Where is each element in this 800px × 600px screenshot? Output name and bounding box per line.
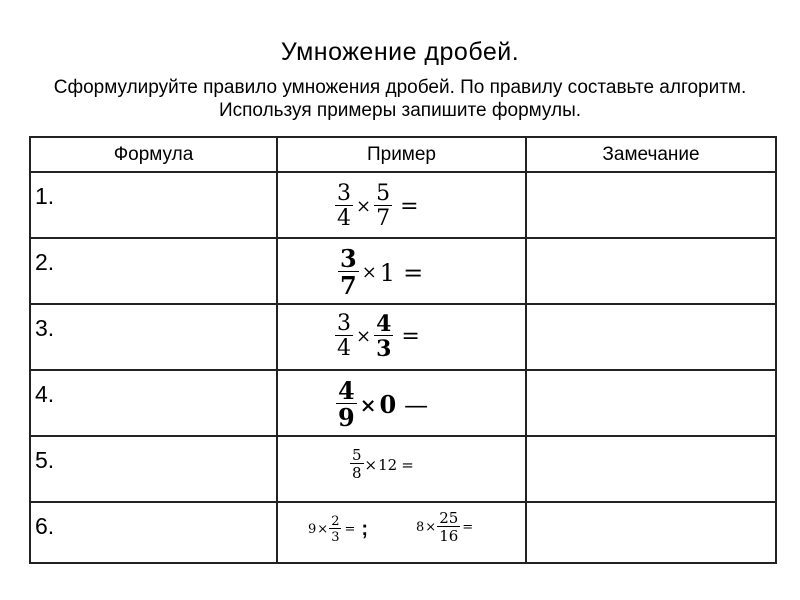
example-cell: [277, 370, 526, 436]
whole-number: 12: [378, 455, 398, 474]
example-expression: [335, 313, 423, 360]
remark-cell: [526, 172, 776, 238]
numerator: 2: [331, 514, 340, 529]
task-instructions: Сформулируйте правило умножения дробей. По правилу составьте алгоритм. Используя примеры запишите формулы.: [53, 77, 747, 121]
remark-cell: [526, 502, 776, 563]
numerator: 3: [340, 244, 357, 273]
example-expression-a: [308, 515, 368, 544]
page-title: Умножение дробей.: [280, 38, 520, 66]
header-remark: Замечание: [526, 137, 776, 172]
multiply-sign: ×: [356, 326, 372, 347]
example-cell: [277, 238, 526, 304]
denominator: 7: [376, 206, 391, 231]
example-cell: [277, 172, 526, 238]
multiply-sign: ×: [317, 522, 329, 537]
row-number: 6.: [30, 502, 277, 563]
example-cell: [277, 502, 526, 563]
dash-sign: —: [404, 390, 429, 419]
remark-cell: [526, 304, 776, 370]
denominator: 4: [337, 336, 351, 361]
multiply-sign: ×: [364, 455, 378, 474]
numerator: 3: [337, 181, 351, 206]
row-number: 5.: [30, 436, 277, 502]
row-number: 1.: [30, 172, 277, 238]
denominator: 16: [439, 527, 459, 545]
numerator: 4: [376, 311, 392, 337]
row-number: 2.: [30, 238, 277, 304]
whole-number: 8: [416, 520, 425, 535]
denominator: 9: [338, 403, 355, 432]
example-expression: [336, 376, 431, 432]
multiply-sign: ×: [425, 520, 437, 535]
remark-cell: [526, 370, 776, 436]
equals-sign: =: [403, 258, 424, 287]
row-number: 4.: [30, 370, 277, 436]
numerator: 25: [439, 509, 459, 527]
multiply-sign: ×: [361, 262, 377, 283]
row-number: 3.: [30, 304, 277, 370]
example-cell: [277, 304, 526, 370]
header-example: Пример: [277, 137, 526, 172]
equals-sign: =: [462, 520, 474, 535]
table-row: [30, 238, 776, 304]
denominator: 8: [352, 464, 362, 482]
denominator: 4: [337, 206, 351, 231]
equals-sign: =: [400, 194, 419, 219]
example-expression: [335, 183, 422, 230]
example-expression: [350, 448, 417, 481]
header-formula: Формула: [30, 137, 277, 172]
denominator: 3: [376, 336, 392, 362]
equals-sign: =: [401, 324, 420, 349]
table-row: [30, 304, 776, 370]
numerator: 5: [352, 446, 362, 464]
multiply-sign: ×: [359, 392, 377, 417]
remark-cell: [526, 436, 776, 502]
separator: ;: [361, 518, 369, 540]
whole-number: 1: [379, 258, 396, 287]
example-expression-b: [416, 511, 476, 544]
denominator: 7: [340, 271, 357, 300]
fractions-table: [29, 136, 777, 564]
example-expression: [338, 244, 426, 300]
table-row: [30, 370, 776, 436]
multiply-sign: ×: [356, 196, 372, 217]
equals-sign: =: [344, 522, 356, 537]
whole-number: 9: [308, 522, 317, 537]
table-row: [30, 502, 776, 563]
table-row: [30, 436, 776, 502]
table-row: [30, 172, 776, 238]
equals-sign: =: [401, 455, 414, 474]
numerator: 5: [376, 181, 391, 206]
numerator: 3: [337, 311, 351, 336]
table-header-row: [30, 137, 776, 172]
whole-number: 0: [379, 390, 397, 419]
example-cell: [277, 436, 526, 502]
numerator: 4: [338, 376, 355, 405]
remark-cell: [526, 238, 776, 304]
denominator: 3: [331, 530, 340, 545]
